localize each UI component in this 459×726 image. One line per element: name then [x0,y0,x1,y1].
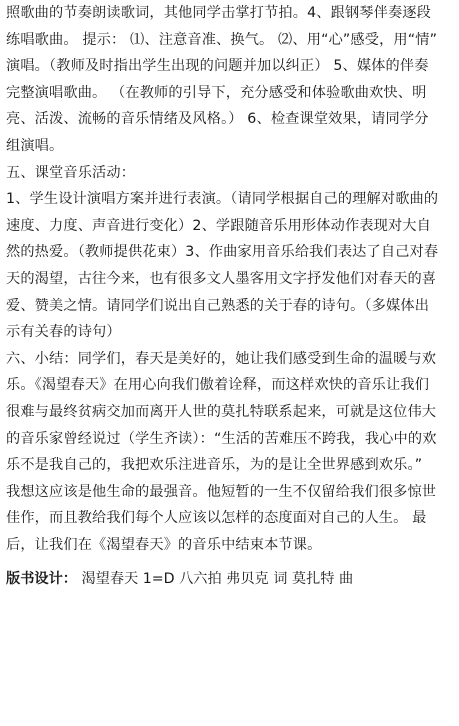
text-line: 爱、赞美之情。请同学们说出自己熟悉的关于春的诗句。（多媒体出 [6,297,430,314]
text-line: 我想这应该是他生命的最强音。他短暂的一生不仅留给我们很多惊世 [6,483,437,500]
text-line: 照歌曲的节奏朗读歌词，其他同学击掌打节拍。4、跟钢琴伴奏逐段 [6,5,431,21]
text-line: 示有关春的诗句） [6,324,121,341]
board-design-content: 渴望春天 1=D 八六拍 弗贝克 词 莫扎特 曲 [76,571,354,588]
text-line: 然的热爱。（教师提供花束）3、作曲家用音乐给我们表达了自己对春 [6,244,439,261]
text-line: 乐。《渴望春天》在用心向我们傲着诠释，而这样欢快的音乐让我们 [6,377,430,394]
board-design-line [6,566,455,592]
text-line: 很难与最终贫病交加而离开人世的莫扎特联系起来，可就是这位伟大 [6,403,437,420]
section-heading: 五、课堂音乐活动： [6,164,136,181]
text-line: 亮、活泼、流畅的音乐情绪及风格。） 6、检查课堂效果，请同学分 [6,111,429,128]
text-line: 乐不是我自己的，我把欢乐注进音乐，为的是让全世界感到欢乐。” [6,457,423,474]
text-line: 速度、力度、声音进行变化）2、学跟随音乐用形体动作表现对大自 [6,217,431,234]
text-line: 佳作，而且教给我们每个人应该以怎样的态度面对自己的人生。 最 [6,510,427,527]
text-line: 后，让我们在《渴望春天》的音乐中结束本节课。 [6,536,322,553]
text-line: 演唱。（教师及时指出学生出现的问题并加以纠正） 5、媒体的伴奏 [6,58,429,75]
text-line: 组演唱。 [6,137,64,154]
text-line: 的音乐家曾经说过（学生齐读）：“生活的苦难压不跨我，我心中的欢 [6,430,437,447]
section-heading: 六、小结：同学们，春天是美好的，她让我们感受到生命的温暖与欢 [6,350,437,367]
text-line: 天的渴望，古往今来，也有很多文人墨客用文字抒发他们对春天的喜 [6,270,437,287]
text-line: 完整演唱歌曲。 （在教师的引导下，充分感受和体验歌曲欢快、明 [6,84,427,101]
text-line: 练唱歌曲。 提示： ⑴、注意音准、换气。 ⑵、用“心”感受，用“情” [6,31,438,48]
text-line: 1、学生设计演唱方案并进行表演。（请同学根据自己的理解对歌曲的 [6,191,439,208]
board-design-label: 版书设计： [6,571,77,588]
